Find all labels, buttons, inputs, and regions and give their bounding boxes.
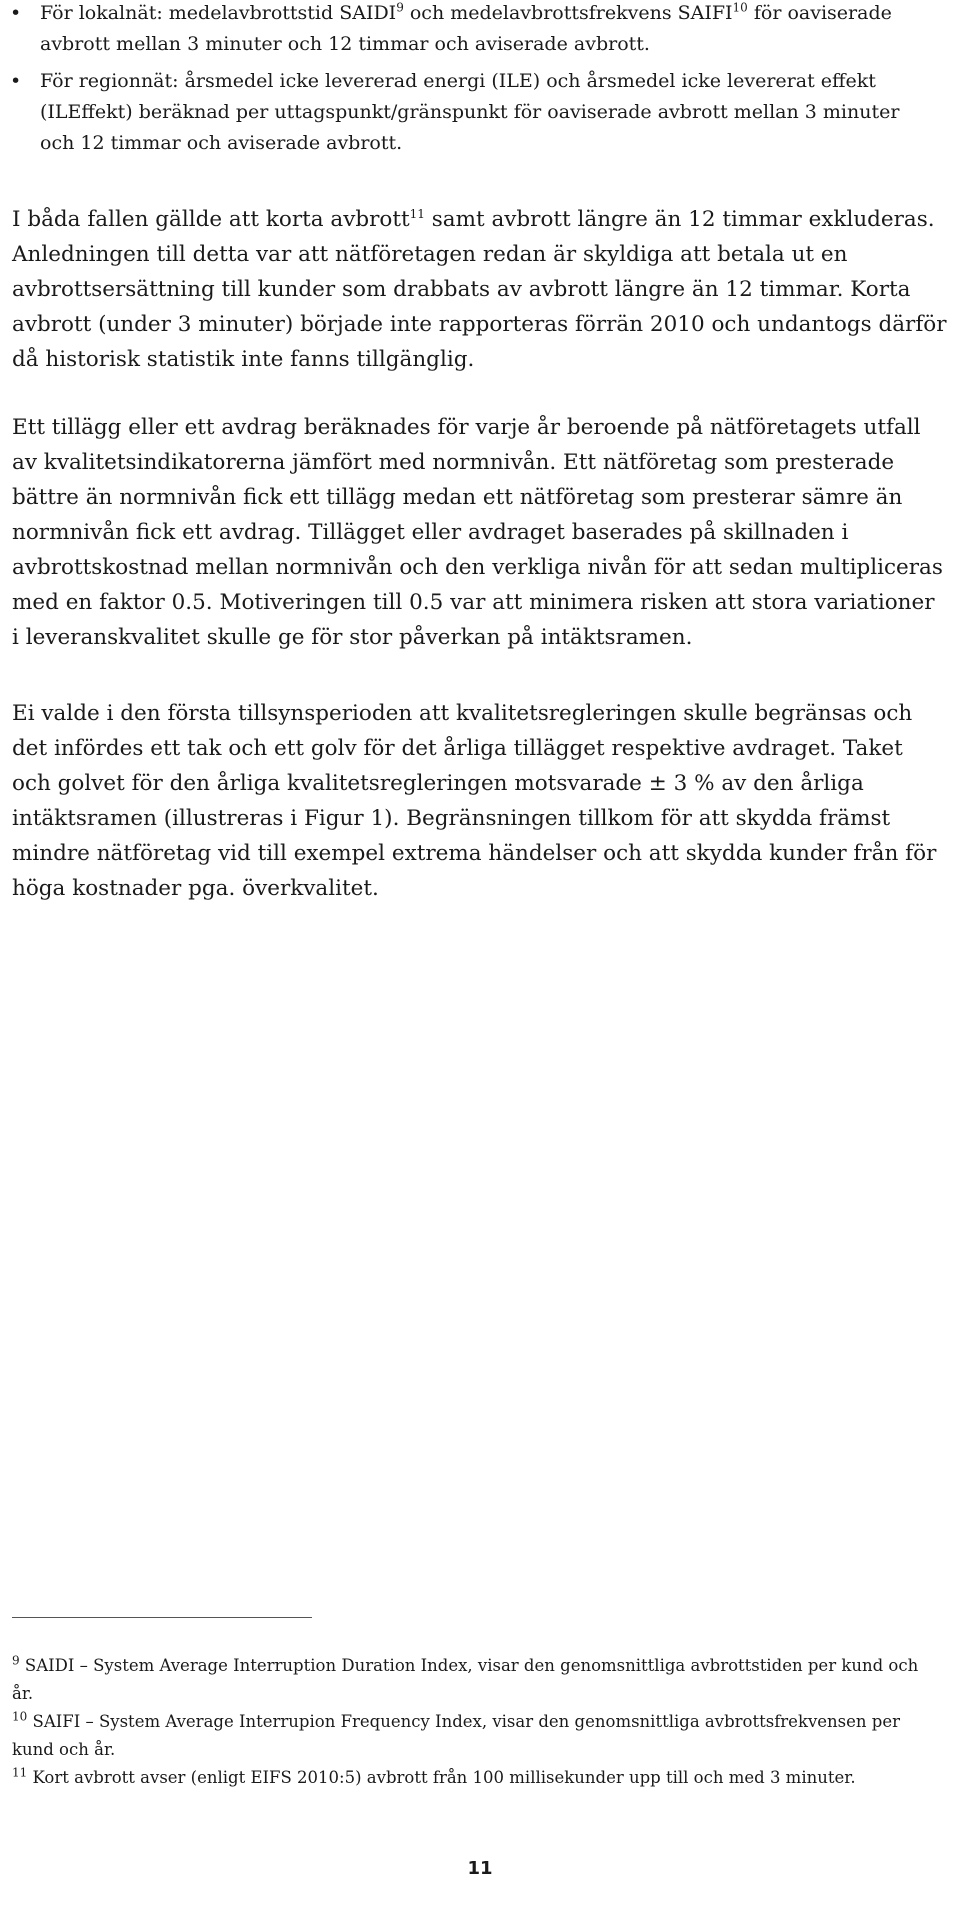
bullet-item-lokalnat [0, 0, 920, 60]
footnote-11 [12, 1764, 942, 1792]
footnote-divider [12, 1617, 312, 1618]
footnote-10 [12, 1708, 942, 1764]
footnote-text: SAIFI – System Average Interrupion Frequency Index, visar den genomsnittliga avbrottsfrekvensen per kund och år. [12, 1712, 900, 1759]
bullet-item-regionnat [0, 66, 920, 159]
bullet-text: och medelavbrottsfrekvens SAIFI [403, 2, 733, 24]
paragraph-text: samt avbrott längre än 12 timmar exkluderas. Anledningen till detta var att nätföretagen redan är skyldiga att betala ut en avbrottsersättning till kunder som drabbats av avbrott längre än 12 timmar. Korta avbrott (under 3 minuter) började inte rapporteras förrän 2010 och undantogs därför då historisk statistik inte fanns tillgänglig. [12, 207, 947, 372]
bullet-text: för oaviserade avbrott mellan 3 minuter och 12 timmar och aviserade avbrott. [40, 2, 892, 55]
bullet-icon: • [10, 70, 22, 92]
footnote-ref: 10 [732, 0, 748, 15]
footnote-9 [12, 1652, 942, 1708]
footnote-number: 9 [12, 1653, 20, 1668]
footnote-ref: 9 [396, 0, 404, 15]
footnotes [12, 1652, 942, 1792]
paragraph-adjustment: Ett tillägg eller ett avdrag beräknades för varje år beroende på nätföretagets utfall av kvalitetsindikatorerna jämfört med normnivån. Ett nätföretag som presterade bättre än normnivån fick ett tillägg medan ett nätföretag som presterar sämre än normnivån fick ett avdrag. Tillägget eller avdraget baserades på skillnaden i avbrottskostnad mellan normnivån och den verkliga nivån för att sedan multipliceras med en faktor 0.5. Motiveringen till 0.5 var att minimera risken att stora variationer i leveranskvalitet skulle ge för stor påverkan på intäktsramen. [12, 415, 943, 650]
bullet-text: För lokalnät: medelavbrottstid SAIDI [40, 2, 397, 24]
footnote-number: 11 [12, 1765, 28, 1780]
bullet-list [0, 0, 960, 165]
footnote-text: Kort avbrott avser (enligt EIFS 2010:5) avbrott från 100 millisekunder upp till och med 3 minuter. [27, 1768, 856, 1787]
page-number: 11 [467, 1858, 493, 1879]
footnote-text: SAIDI – System Average Interruption Duration Index, visar den genomsnittliga avbrottstiden per kund och år. [12, 1656, 919, 1703]
footnote-ref: 11 [409, 206, 425, 221]
bullet-icon: • [10, 2, 22, 24]
paragraph-cap-floor: Ei valde i den första tillsynsperioden att kvalitetsregleringen skulle begränsas och det infördes ett tak och ett golv för det årliga tillägget respektive avdraget. Taket och golvet för den årliga kvalitetsregleringen motsvarade ± 3 % av den årliga intäktsramen (illustreras i Figur 1). Begränsningen tillkom för att skydda främst mindre nätföretag vid till exempel extrema händelser och att skydda kunder från för höga kostnader pga. överkvalitet. [12, 701, 937, 901]
footnote-number: 10 [12, 1709, 28, 1724]
bullet-text: För regionnät: årsmedel icke levererad energi (ILE) och årsmedel icke levererat effekt (ILEffekt) beräknad per uttagspunkt/gränspunkt för oaviserade avbrott mellan 3 minuter och 12 timmar och aviserade avbrott. [40, 70, 900, 154]
paragraph-text: I båda fallen gällde att korta avbrott [12, 207, 410, 232]
paragraph-exclusions [12, 202, 947, 377]
